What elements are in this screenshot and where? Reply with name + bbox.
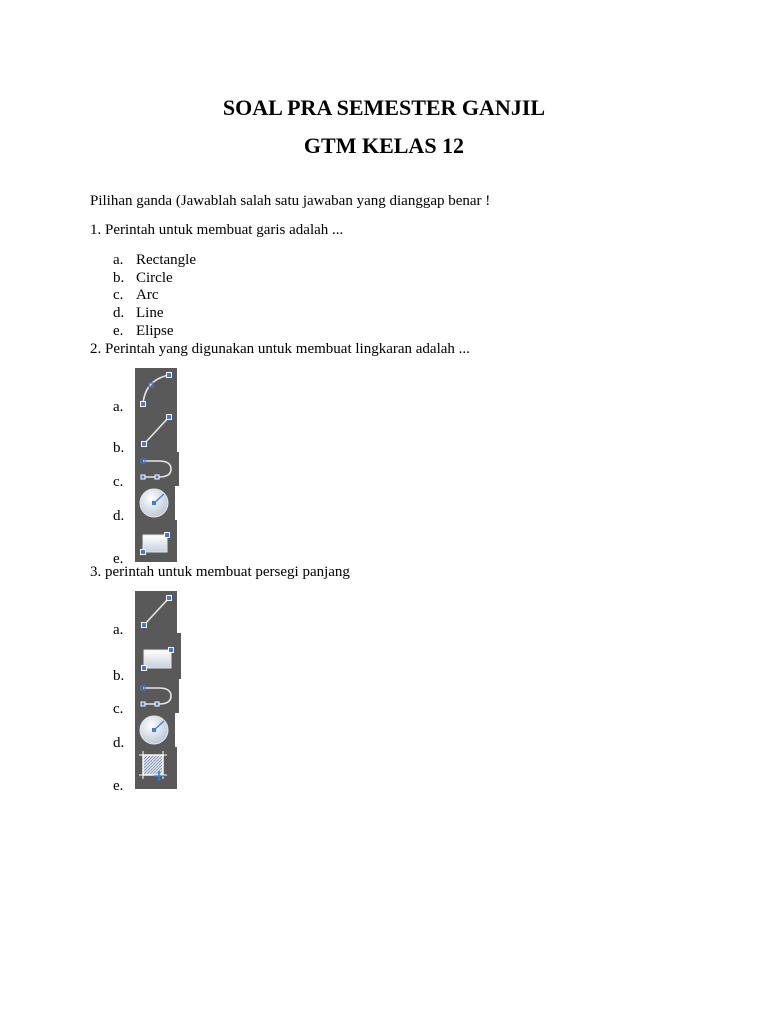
line-tool-icon xyxy=(135,410,177,452)
question-2-text: 2. Perintah yang digunakan untuk membuat lingkaran adalah ... xyxy=(90,341,470,357)
option-label: Line xyxy=(136,305,164,321)
option-letter: a. xyxy=(113,252,124,268)
page-subtitle: GTM KELAS 12 xyxy=(303,133,465,158)
circle-tool-icon xyxy=(135,486,175,520)
option-label: Rectangle xyxy=(136,252,196,268)
question-3-option-c-letter: c. xyxy=(113,701,124,717)
option-letter: b. xyxy=(113,270,125,286)
polyarc-tool-icon xyxy=(135,452,179,486)
question-3-option-e-letter: e. xyxy=(113,778,124,794)
question-2-option-b-letter: b. xyxy=(113,440,125,456)
option-letter: e. xyxy=(113,323,124,339)
instruction-text: Pilihan ganda (Jawablah salah satu jawaban yang dianggap benar ! xyxy=(90,193,491,209)
arc-tool-icon xyxy=(135,368,177,410)
rectangle-tool-icon xyxy=(135,520,177,562)
rectangle-tool-icon xyxy=(135,633,181,679)
option-label: Arc xyxy=(136,287,159,303)
question-2-option-c-letter: c. xyxy=(113,474,124,490)
circle-tool-icon xyxy=(135,713,175,747)
option-letter: d. xyxy=(113,305,125,321)
line-tool-icon xyxy=(135,591,177,633)
question-2-option-e-letter: e. xyxy=(113,551,124,567)
polyarc-tool-icon xyxy=(135,679,179,713)
question-3-option-a-letter: a. xyxy=(113,622,124,638)
question-1-text: 1. Perintah untuk membuat garis adalah ... xyxy=(90,222,344,238)
option-label: Circle xyxy=(136,270,173,286)
question-3-option-d-letter: d. xyxy=(113,735,125,751)
question-2-option-a-letter: a. xyxy=(113,399,124,415)
question-2-option-d-letter: d. xyxy=(113,508,125,524)
question-3-option-b-letter: b. xyxy=(113,668,125,684)
hatch-tool-icon xyxy=(135,747,177,789)
option-label: Elipse xyxy=(136,323,174,339)
question-3-text: 3. perintah untuk membuat persegi panjang xyxy=(90,564,350,580)
option-letter: c. xyxy=(113,287,124,303)
page-title: SOAL PRA SEMESTER GANJIL xyxy=(222,95,546,120)
